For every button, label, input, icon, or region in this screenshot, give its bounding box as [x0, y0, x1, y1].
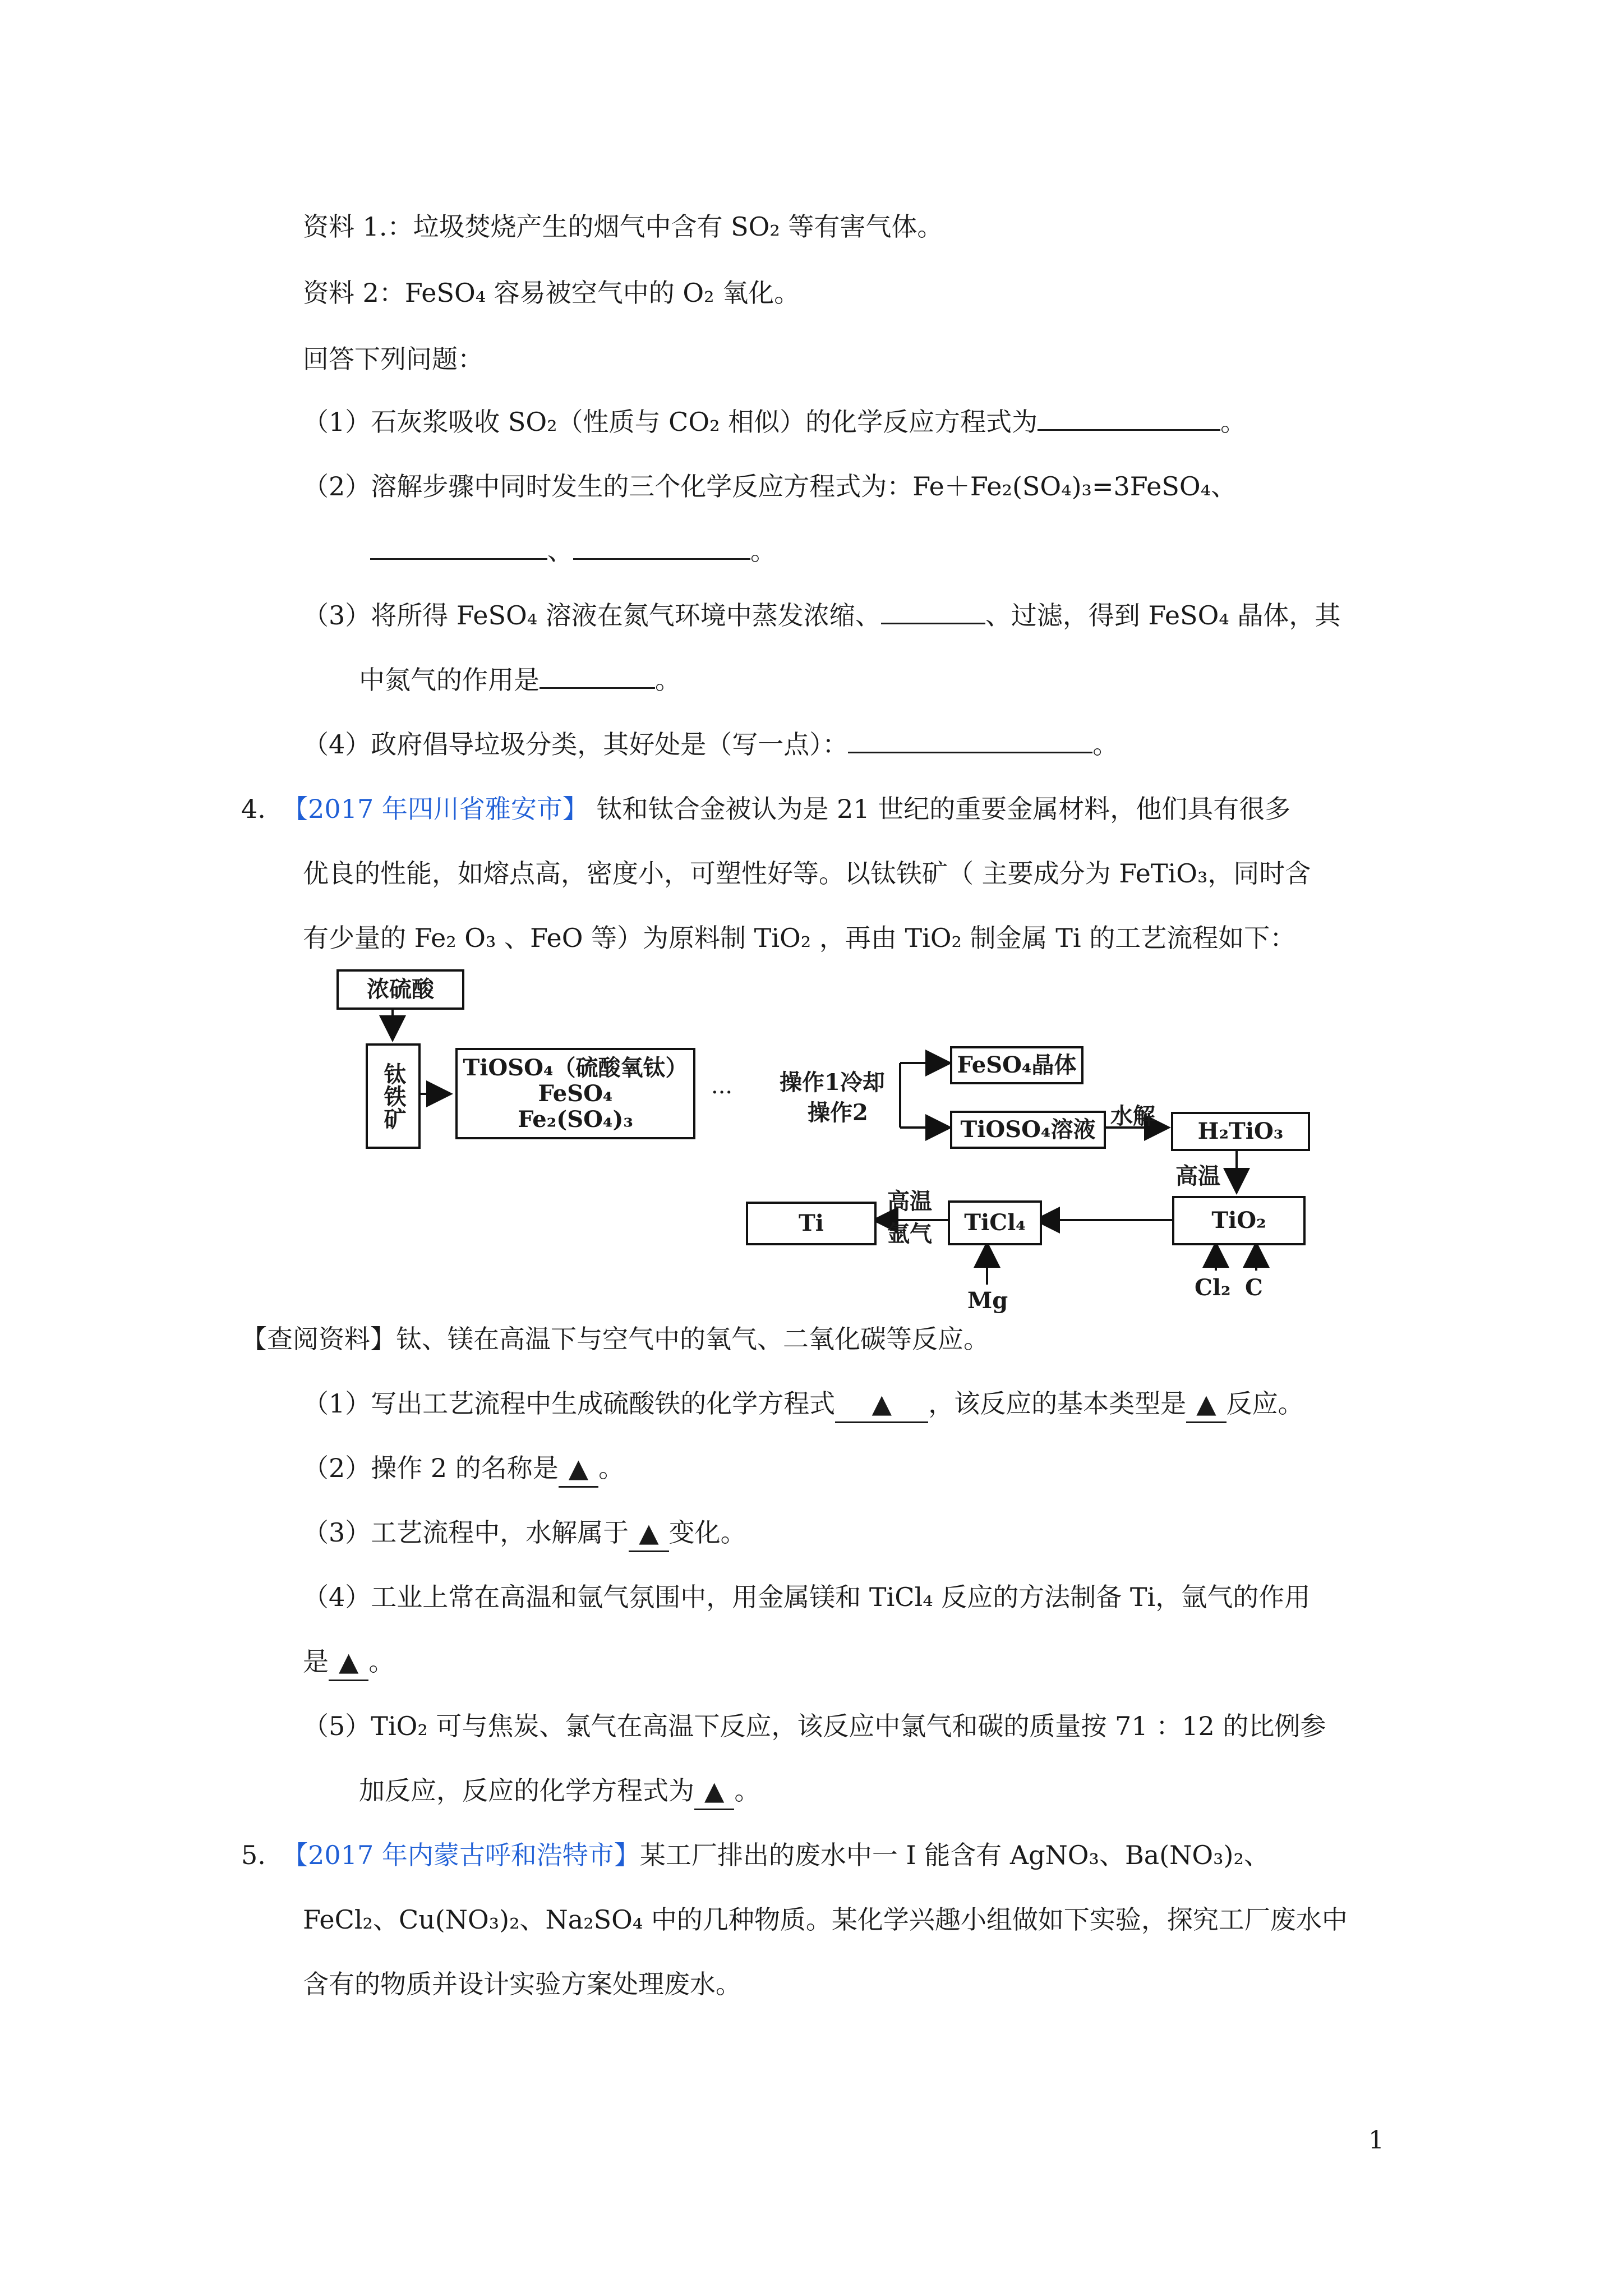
reference-2: 资料 2：FeSO₄ 容易被空气中的 O₂ 氧化。: [303, 278, 800, 308]
triangle-icon: ▲: [639, 1517, 659, 1548]
source-tag: 【2017 年四川省雅安市】: [282, 794, 588, 824]
source-tag: 【2017 年内蒙古呼和浩特市】: [282, 1840, 640, 1870]
blank: [848, 752, 1092, 753]
question-2: （2）溶解步骤中同时发生的三个化学反应方程式为：Fe＋Fe₂(SO₄)₃=3FeSO₄、: [303, 471, 1237, 501]
question-3-cont: 中氮气的作用是 。: [359, 665, 681, 695]
box-ilmenite: 钛铁矿: [366, 1043, 421, 1149]
part-1: （1）写出工艺流程中生成硫酸铁的化学方程式 ▲ ，该反应的基本类型是 ▲ 反应。: [303, 1386, 1304, 1423]
box-h2tio3: H₂TiO₃: [1171, 1112, 1310, 1151]
triangle-icon: ▲: [872, 1388, 892, 1419]
triangle-icon: ▲: [704, 1775, 725, 1806]
item-5-line-3: 含有的物质并设计实验方案处理废水。: [303, 1969, 741, 1999]
part-4: （4）工业上常在高温和氩气氛围中，用金属镁和 TiCl₄ 反应的方法制备 Ti，氩气的作用: [303, 1582, 1311, 1612]
box-ticl4: TiCl₄: [948, 1200, 1042, 1245]
label-cl2: Cl₂: [1195, 1274, 1231, 1301]
blank: [881, 623, 985, 624]
question-4: （4）政府倡导垃圾分类，其好处是（写一点）： 。: [303, 729, 1119, 760]
blank: [370, 558, 547, 560]
blank: [329, 1644, 368, 1681]
part-5: （5）TiO₂ 可与焦炭、氯气在高温下反应，该反应中氯气和碳的质量按 71 ：12 的比例参: [303, 1711, 1326, 1741]
label-high-temperature: 高温: [1175, 1163, 1220, 1189]
question-3: （3）将所得 FeSO₄ 溶液在氮气环境中蒸发浓缩、 、过滤，得到 FeSO₄ 晶体，其: [303, 600, 1341, 631]
item-5-line-2: FeCl₂、Cu(NO₃)₂、Na₂SO₄ 中的几种物质。某化学兴趣小组做如下实验，探究工厂废水中: [303, 1904, 1348, 1935]
triangle-icon: ▲: [339, 1646, 359, 1677]
item-4-line-2: 优良的性能，如熔点高，密度小，可塑性好等。以钛铁矿（ 主要成分为 FeTiO₃，同时含: [303, 858, 1311, 889]
label-operation-1: 操作1冷却: [780, 1069, 885, 1096]
label-argon: 氩气: [887, 1221, 932, 1247]
lookup-info: 【查阅资料】钛、镁在高温下与空气中的氧气、二氧化碳等反应。: [241, 1324, 989, 1354]
item-5-line-1: 5. 【2017 年内蒙古呼和浩特市】某工厂排出的废水中一 I 能含有 AgNO₃、Ba(NO₃)₂、: [241, 1840, 1270, 1870]
page-number: 1: [1368, 2126, 1384, 2155]
reference-1: 资料 1.：垃圾焚烧产生的烟气中含有 SO₂ 等有害气体。: [303, 211, 943, 242]
blank: [629, 1515, 668, 1552]
blank: [573, 558, 750, 560]
question-1: （1）石灰浆吸收 SO₂（性质与 CO₂ 相似）的化学反应方程式为 。: [303, 407, 1247, 437]
part-5-cont: 加反应，反应的化学方程式为 ▲ 。: [359, 1773, 760, 1810]
label-mg: Mg: [967, 1287, 1008, 1314]
answer-prompt: 回答下列问题：: [303, 344, 483, 374]
box-tioso4-solution: TiOSO₄溶液: [950, 1111, 1106, 1149]
label-high-temperature-2: 高温: [887, 1188, 932, 1214]
box-tio2: TiO₂: [1172, 1196, 1306, 1245]
blank: [1186, 1386, 1226, 1423]
ellipsis: ···: [711, 1080, 733, 1106]
part-2: （2）操作 2 的名称是 ▲ 。: [303, 1450, 624, 1488]
process-flow-diagram: [336, 965, 1324, 1313]
blank: [540, 687, 655, 689]
blank: [1038, 429, 1220, 431]
label-operation-2: 操作2: [808, 1099, 868, 1126]
mix-line-2: FeSO₄: [538, 1080, 613, 1107]
triangle-icon: ▲: [568, 1453, 589, 1483]
item-4-line-1: 4. 【2017 年四川省雅安市】 钛和钛合金被认为是 21 世纪的重要金属材料，他们具有很多: [241, 794, 1291, 824]
box-concentrated-sulfuric-acid: 浓硫酸: [336, 969, 464, 1010]
blank: [694, 1773, 734, 1810]
label-hydrolysis: 水解: [1110, 1103, 1155, 1129]
box-mixture: [455, 1048, 695, 1139]
blank: [559, 1450, 598, 1488]
part-4-cont: 是 ▲ 。: [303, 1644, 394, 1681]
blank: [835, 1386, 928, 1423]
item-4-line-3: 有少量的 Fe₂ O₃ 、FeO 等）为原料制 TiO₂ ，再由 TiO₂ 制金属 Ti 的工艺流程如下：: [303, 923, 1296, 953]
mix-line-1: TiOSO₄（硫酸氧钛）: [463, 1054, 688, 1081]
box-ti: Ti: [746, 1202, 877, 1245]
box-feso4-crystal: FeSO₄晶体: [950, 1046, 1083, 1084]
triangle-icon: ▲: [1196, 1388, 1216, 1419]
question-2-blanks: 、 。: [370, 533, 776, 569]
mix-line-3: Fe₂(SO₄)₃: [518, 1106, 633, 1133]
label-c: C: [1245, 1274, 1263, 1301]
part-3: （3）工艺流程中，水解属于 ▲ 变化。: [303, 1515, 746, 1552]
